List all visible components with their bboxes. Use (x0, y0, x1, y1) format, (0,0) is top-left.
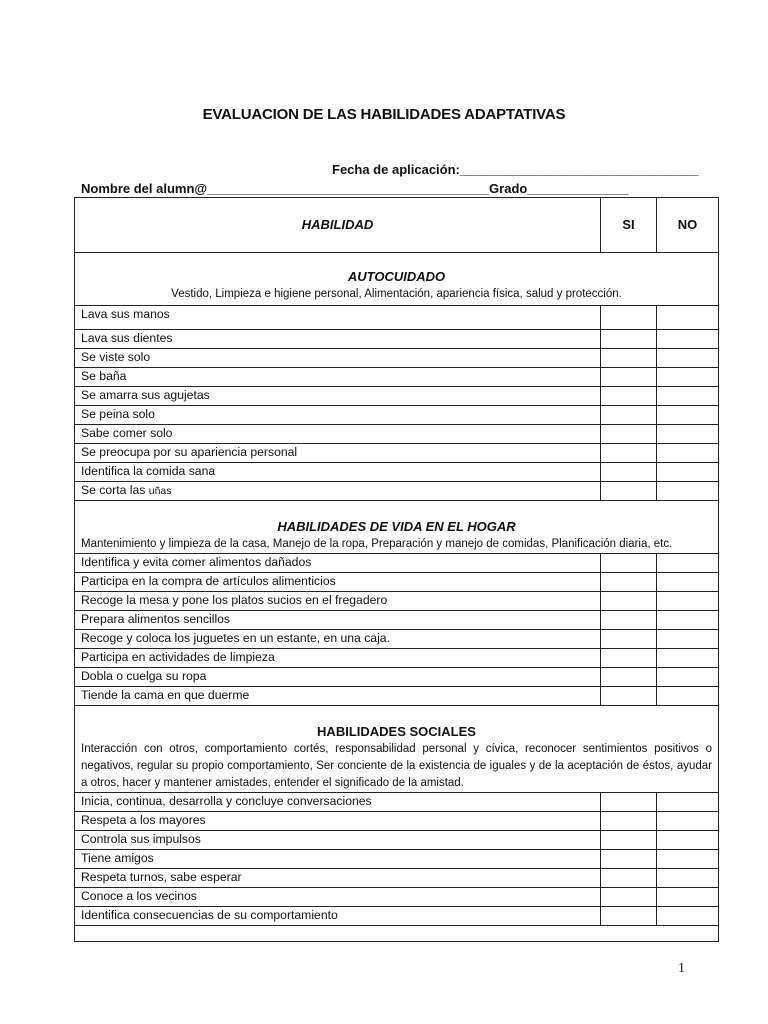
table-row (75, 687, 719, 706)
si-checkbox[interactable] (601, 425, 657, 444)
table-row (75, 573, 719, 592)
si-checkbox[interactable] (601, 349, 657, 368)
item-label: Se corta las (81, 483, 146, 497)
evaluation-table (74, 197, 719, 942)
si-checkbox[interactable] (601, 793, 657, 812)
table-row (75, 869, 719, 888)
item-label: Participa en la compra de artículos alimenticios (75, 573, 601, 592)
si-checkbox[interactable] (601, 869, 657, 888)
item-label: Se baña (75, 368, 601, 387)
si-checkbox[interactable] (601, 687, 657, 706)
no-checkbox[interactable] (657, 668, 719, 687)
si-checkbox[interactable] (601, 592, 657, 611)
no-checkbox[interactable] (657, 349, 719, 368)
no-checkbox[interactable] (657, 573, 719, 592)
table-row (75, 463, 719, 482)
no-checkbox[interactable] (657, 425, 719, 444)
item-label: Conoce a los vecinos (75, 888, 601, 907)
table-row (75, 425, 719, 444)
no-checkbox[interactable] (657, 649, 719, 668)
table-row (75, 907, 719, 926)
table-row (75, 330, 719, 349)
item-label: Se amarra sus agujetas (75, 387, 601, 406)
item-label: Respeta turnos, sabe esperar (75, 869, 601, 888)
section-autocuidado (75, 253, 719, 306)
section-description: Interacción con otros, comportamiento cortés, responsabilidad personal y cívica, reconocer sentimientos positivos o negativos, regular su propio comportamiento, Ser conciente de la existencia de iguales y de la aceptación de éstos, ayudar a otros, hacer y mantener amistades, entender el significado de la amistad. (81, 743, 712, 789)
no-checkbox[interactable] (657, 687, 719, 706)
no-checkbox[interactable] (657, 850, 719, 869)
no-checkbox[interactable] (657, 831, 719, 850)
no-checkbox[interactable] (657, 368, 719, 387)
si-checkbox[interactable] (601, 444, 657, 463)
no-checkbox[interactable] (657, 463, 719, 482)
no-checkbox[interactable] (657, 630, 719, 649)
no-checkbox[interactable] (657, 907, 719, 926)
section-title: HABILIDADES SOCIALES (317, 724, 476, 739)
si-checkbox[interactable] (601, 554, 657, 573)
no-checkbox[interactable] (657, 793, 719, 812)
item-label: Se viste solo (75, 349, 601, 368)
no-checkbox[interactable] (657, 611, 719, 630)
no-checkbox[interactable] (657, 869, 719, 888)
item-label: Lava sus manos (75, 306, 601, 330)
item-label: Participa en actividades de limpieza (75, 649, 601, 668)
table-row (75, 387, 719, 406)
si-checkbox[interactable] (601, 330, 657, 349)
table-row (75, 306, 719, 330)
item-label: Inicia, continua, desarrolla y concluye conversaciones (75, 793, 601, 812)
si-checkbox[interactable] (601, 463, 657, 482)
table-row (75, 611, 719, 630)
no-checkbox[interactable] (657, 387, 719, 406)
item-label: Prepara alimentos sencillos (75, 611, 601, 630)
no-checkbox[interactable] (657, 888, 719, 907)
item-label: Recoge la mesa y pone los platos sucios en el fregadero (75, 592, 601, 611)
si-checkbox[interactable] (601, 888, 657, 907)
table-header-row (75, 198, 719, 253)
fecha-aplicacion-field[interactable]: Fecha de aplicación:_________________________________ (332, 162, 699, 177)
table-row (75, 812, 719, 831)
table-row (75, 793, 719, 812)
blank-cell (75, 926, 719, 942)
table-row (75, 831, 719, 850)
item-label: Controla sus impulsos (75, 831, 601, 850)
no-checkbox[interactable] (657, 812, 719, 831)
item-label: Tiene amigos (75, 850, 601, 869)
item-label: Identifica y evita comer alimentos dañados (75, 554, 601, 573)
item-label: Lava sus dientes (75, 330, 601, 349)
si-checkbox[interactable] (601, 482, 657, 501)
si-checkbox[interactable] (601, 668, 657, 687)
item-label: Recoge y coloca los juguetes en un estante, en una caja. (75, 630, 601, 649)
si-checkbox[interactable] (601, 831, 657, 850)
no-checkbox[interactable] (657, 592, 719, 611)
si-checkbox[interactable] (601, 573, 657, 592)
si-checkbox[interactable] (601, 850, 657, 869)
header-si: SI (601, 198, 657, 253)
item-label: Se peina solo (75, 406, 601, 425)
table-row (75, 554, 719, 573)
item-label: Se preocupa por su apariencia personal (75, 444, 601, 463)
table-row (75, 349, 719, 368)
blank-row (75, 926, 719, 942)
section-habilidades-sociales (75, 706, 719, 793)
table-row (75, 482, 719, 501)
header-habilidad: HABILIDAD (75, 198, 601, 253)
header-no: NO (657, 198, 719, 253)
document-title: EVALUACION DE LAS HABILIDADES ADAPTATIVAS (202, 106, 566, 123)
table-row (75, 888, 719, 907)
table-row (75, 649, 719, 668)
item-label: Identifica la comida sana (75, 463, 601, 482)
no-checkbox[interactable] (657, 444, 719, 463)
item-label-suffix: uñas (148, 485, 172, 497)
si-checkbox[interactable] (601, 649, 657, 668)
nombre-grado-field[interactable]: Nombre del alumn@_______________________________________Grado______________ (81, 181, 629, 196)
item-label: Respeta a los mayores (75, 812, 601, 831)
page-number: 1 (678, 961, 685, 976)
no-checkbox[interactable] (657, 330, 719, 349)
table-row (75, 368, 719, 387)
si-checkbox[interactable] (601, 306, 657, 330)
section-title: HABILIDADES DE VIDA EN EL HOGAR (277, 519, 516, 534)
table-row (75, 630, 719, 649)
si-checkbox[interactable] (601, 368, 657, 387)
si-checkbox[interactable] (601, 907, 657, 926)
table-row (75, 444, 719, 463)
section-title: AUTOCUIDADO (347, 269, 446, 284)
section-description: Mantenimiento y limpieza de la casa, Manejo de la ropa, Preparación y manejo de comidas, Planificación diaria, etc. (81, 538, 673, 550)
si-checkbox[interactable] (601, 406, 657, 425)
table-row (75, 406, 719, 425)
no-checkbox[interactable] (657, 554, 719, 573)
no-checkbox[interactable] (657, 482, 719, 501)
si-checkbox[interactable] (601, 611, 657, 630)
si-checkbox[interactable] (601, 387, 657, 406)
no-checkbox[interactable] (657, 306, 719, 330)
table-row (75, 592, 719, 611)
item-label: Tiende la cama en que duerme (75, 687, 601, 706)
item-label: Identifica consecuencias de su comportamiento (75, 907, 601, 926)
si-checkbox[interactable] (601, 812, 657, 831)
item-label: Dobla o cuelga su ropa (75, 668, 601, 687)
si-checkbox[interactable] (601, 630, 657, 649)
item-label: Sabe comer solo (75, 425, 601, 444)
no-checkbox[interactable] (657, 406, 719, 425)
table-row (75, 850, 719, 869)
section-description: Vestido, Limpieza e higiene personal, Alimentación, apariencia física, salud y protección. (171, 288, 622, 300)
section-vida-hogar (75, 501, 719, 554)
table-row (75, 668, 719, 687)
item-label-wrapper (75, 482, 601, 501)
